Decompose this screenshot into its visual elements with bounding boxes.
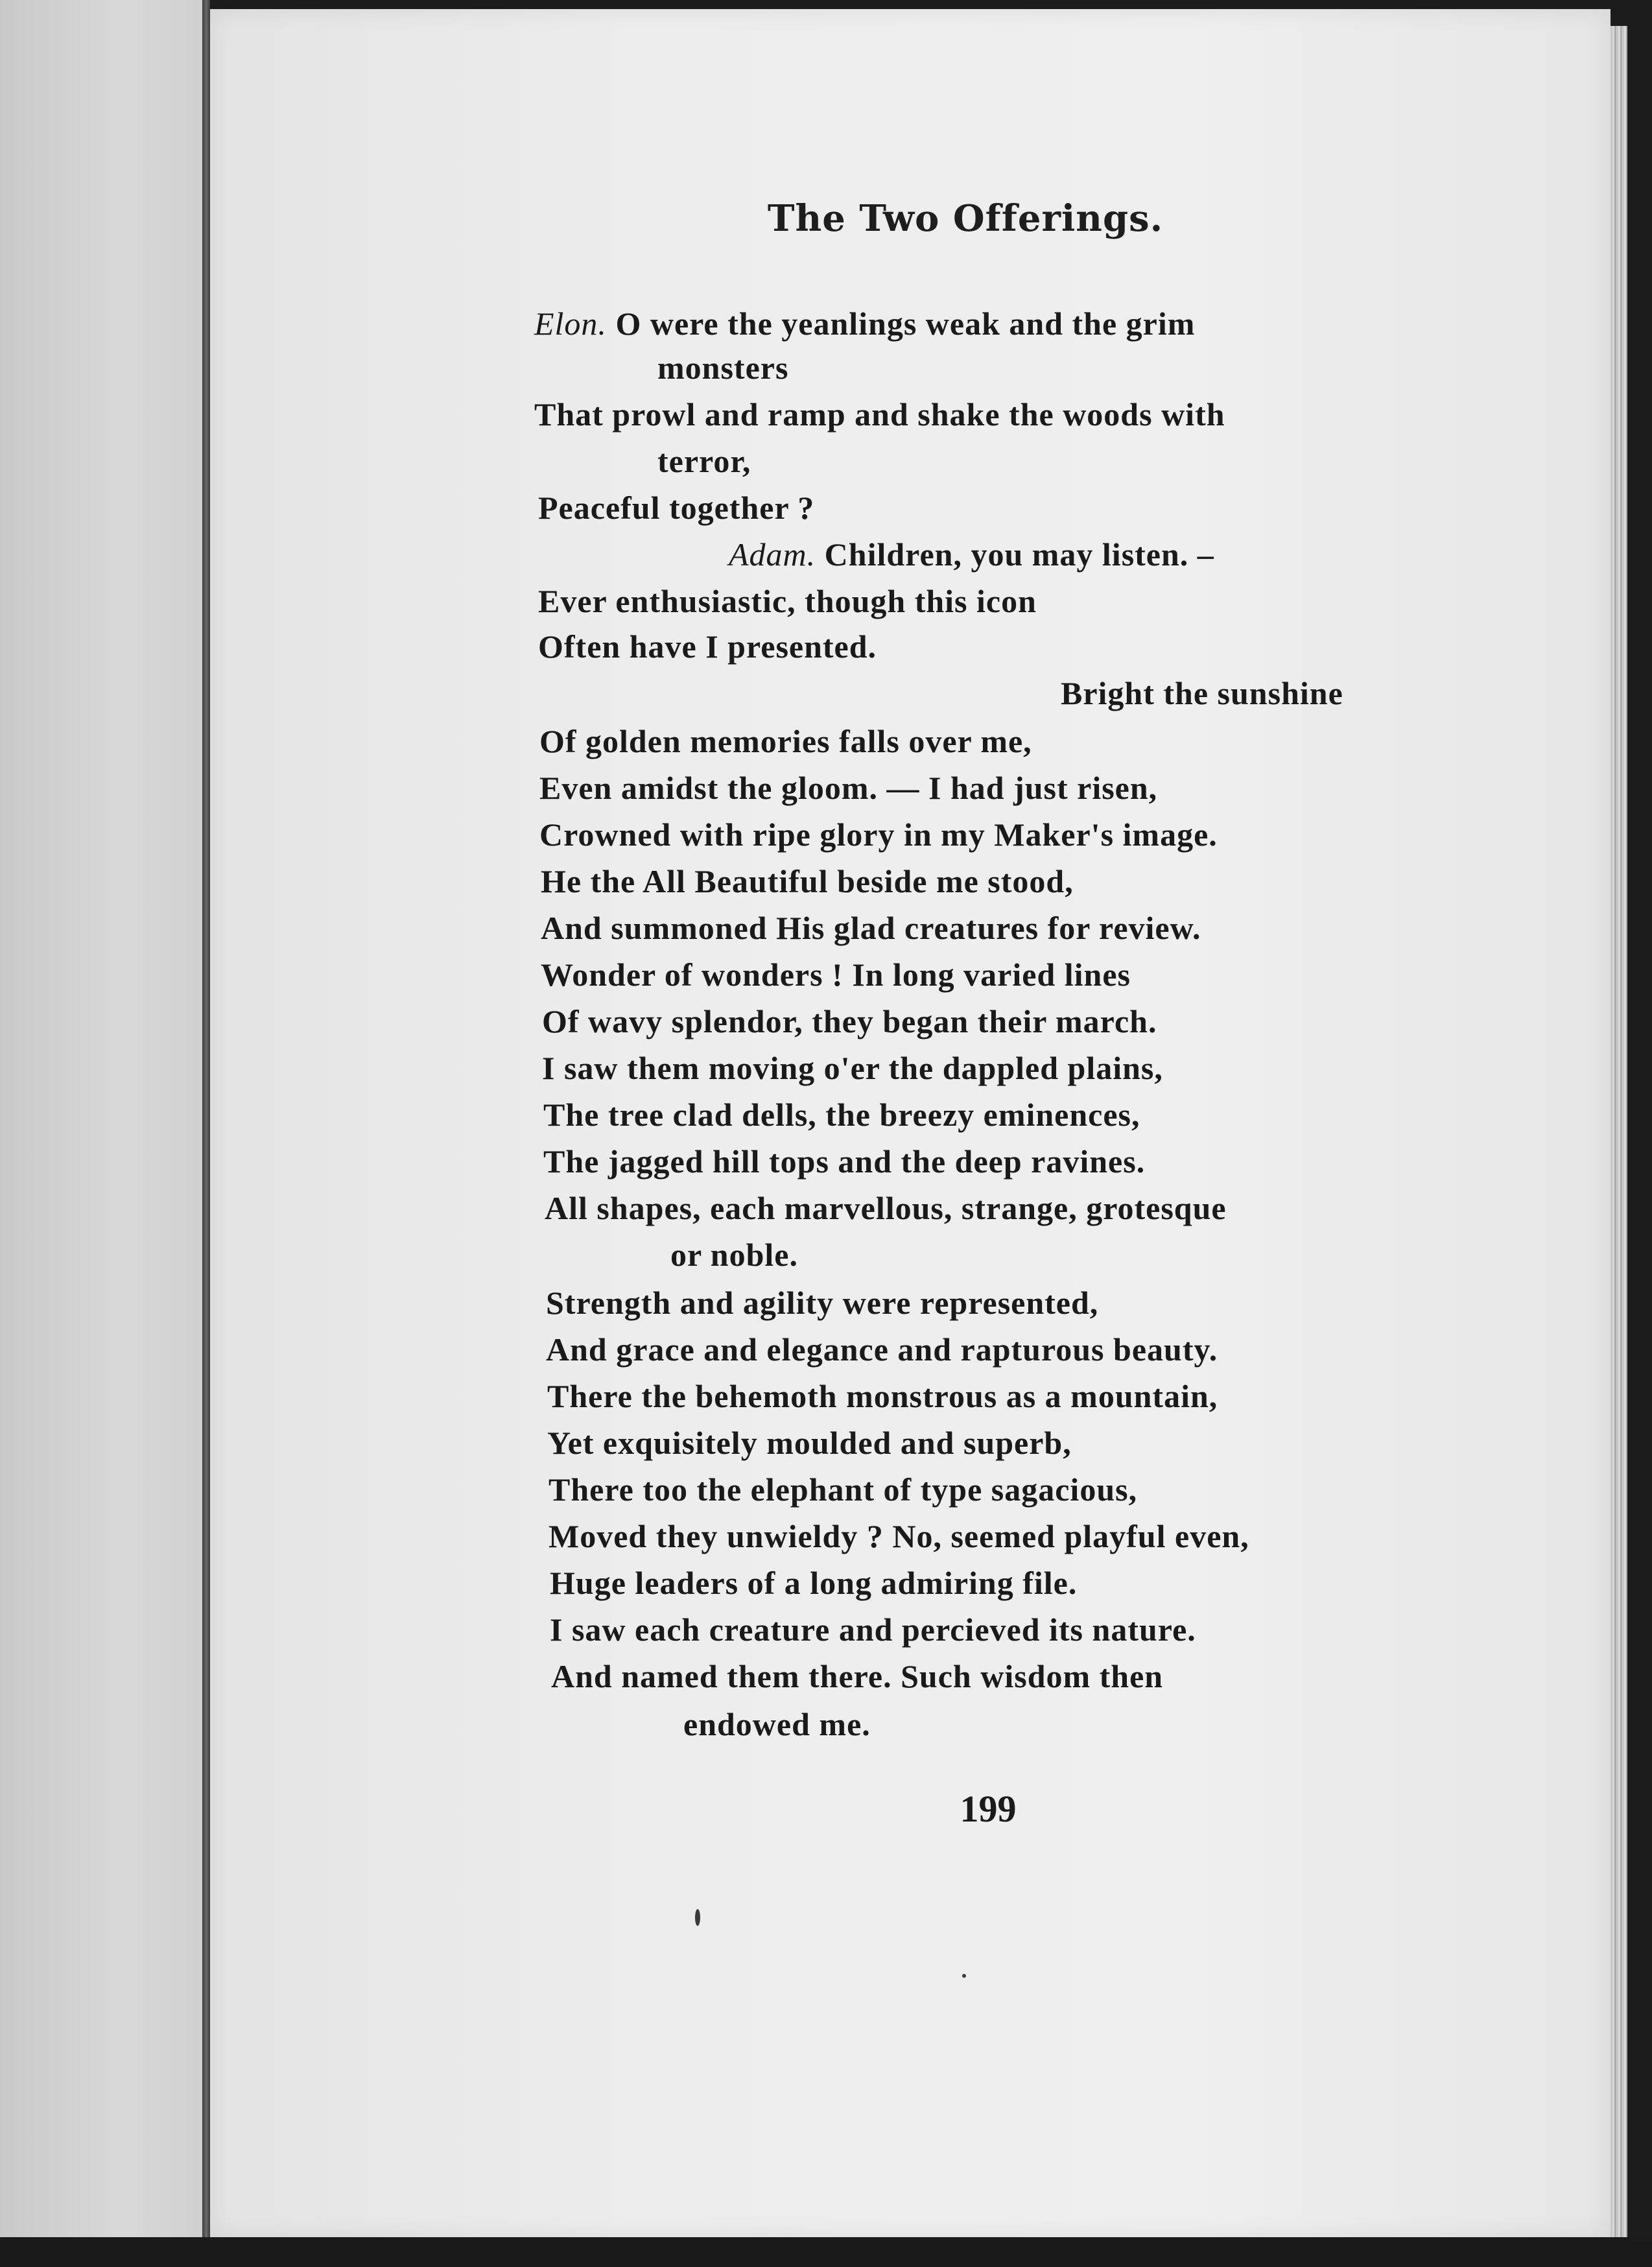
poem-line: Of wavy splendor, they began their march. <box>542 1003 1157 1039</box>
poem-line: And named them there. Such wisdom then <box>551 1658 1164 1694</box>
speaker-label: Adam. <box>729 536 816 573</box>
poem-line: Huge leaders of a long admiring file. <box>550 1565 1078 1601</box>
ink-speck <box>962 1974 966 1978</box>
poem-line: And summoned His glad creatures for review. <box>541 910 1201 946</box>
line-text: O were the yeanlings weak and the grim <box>615 305 1196 342</box>
poem-line: Moved they unwieldy ? No, seemed playful even, <box>549 1518 1249 1554</box>
poem-line: He the All Beautiful beside me stood, <box>541 863 1074 899</box>
poem-line: endowed me. <box>683 1706 871 1742</box>
book-page <box>210 9 1611 2237</box>
line-text: Children, you may listen. – <box>824 536 1214 573</box>
poem-line: There the behemoth monstrous as a mountain, <box>547 1378 1218 1414</box>
poem-line: All shapes, each marvellous, strange, grotesque <box>545 1190 1227 1226</box>
poem-line: Ever enthusiastic, though this icon <box>538 583 1037 619</box>
poem-line: The jagged hill tops and the deep ravines. <box>543 1143 1146 1180</box>
page-number: 199 <box>960 1788 1017 1830</box>
poem-line: Of golden memories falls over me, <box>539 723 1032 759</box>
poem-line: Often have I presented. <box>538 628 877 665</box>
ink-speck <box>695 1909 700 1926</box>
poem-line: terror, <box>657 443 751 479</box>
running-head: The Two Offerings. <box>767 197 1164 240</box>
poem-line: Even amidst the gloom. — I had just risen, <box>539 770 1158 806</box>
poem-line: And grace and elegance and rapturous beauty. <box>546 1331 1218 1368</box>
poem-line: There too the elephant of type sagacious, <box>549 1471 1138 1508</box>
poem-line <box>729 536 1214 573</box>
poem-line: Crowned with ripe glory in my Maker's image. <box>539 816 1218 853</box>
poem-line: Bright the sunshine <box>1061 675 1343 711</box>
poem-line: The tree clad dells, the breezy eminences, <box>543 1097 1140 1133</box>
poem-line <box>534 305 1195 342</box>
poem-line: Strength and agility were represented, <box>546 1285 1099 1321</box>
facing-page-edge <box>0 0 207 2267</box>
poem-line: Peaceful together ? <box>538 490 815 526</box>
speaker-label: Elon. <box>534 305 607 342</box>
book-spine <box>202 0 210 2267</box>
scan-border <box>0 2237 1652 2267</box>
poem-line: or noble. <box>670 1237 798 1273</box>
poem-line: I saw each creature and percieved its nature. <box>550 1611 1196 1648</box>
poem-line: Yet exquisitely moulded and superb, <box>547 1425 1072 1461</box>
poem-line: monsters <box>657 350 789 386</box>
poem-line: That prowl and ramp and shake the woods with <box>534 396 1225 433</box>
poem-line: Wonder of wonders ! In long varied lines <box>541 956 1131 993</box>
poem-line: I saw them moving o'er the dappled plains, <box>542 1050 1163 1086</box>
